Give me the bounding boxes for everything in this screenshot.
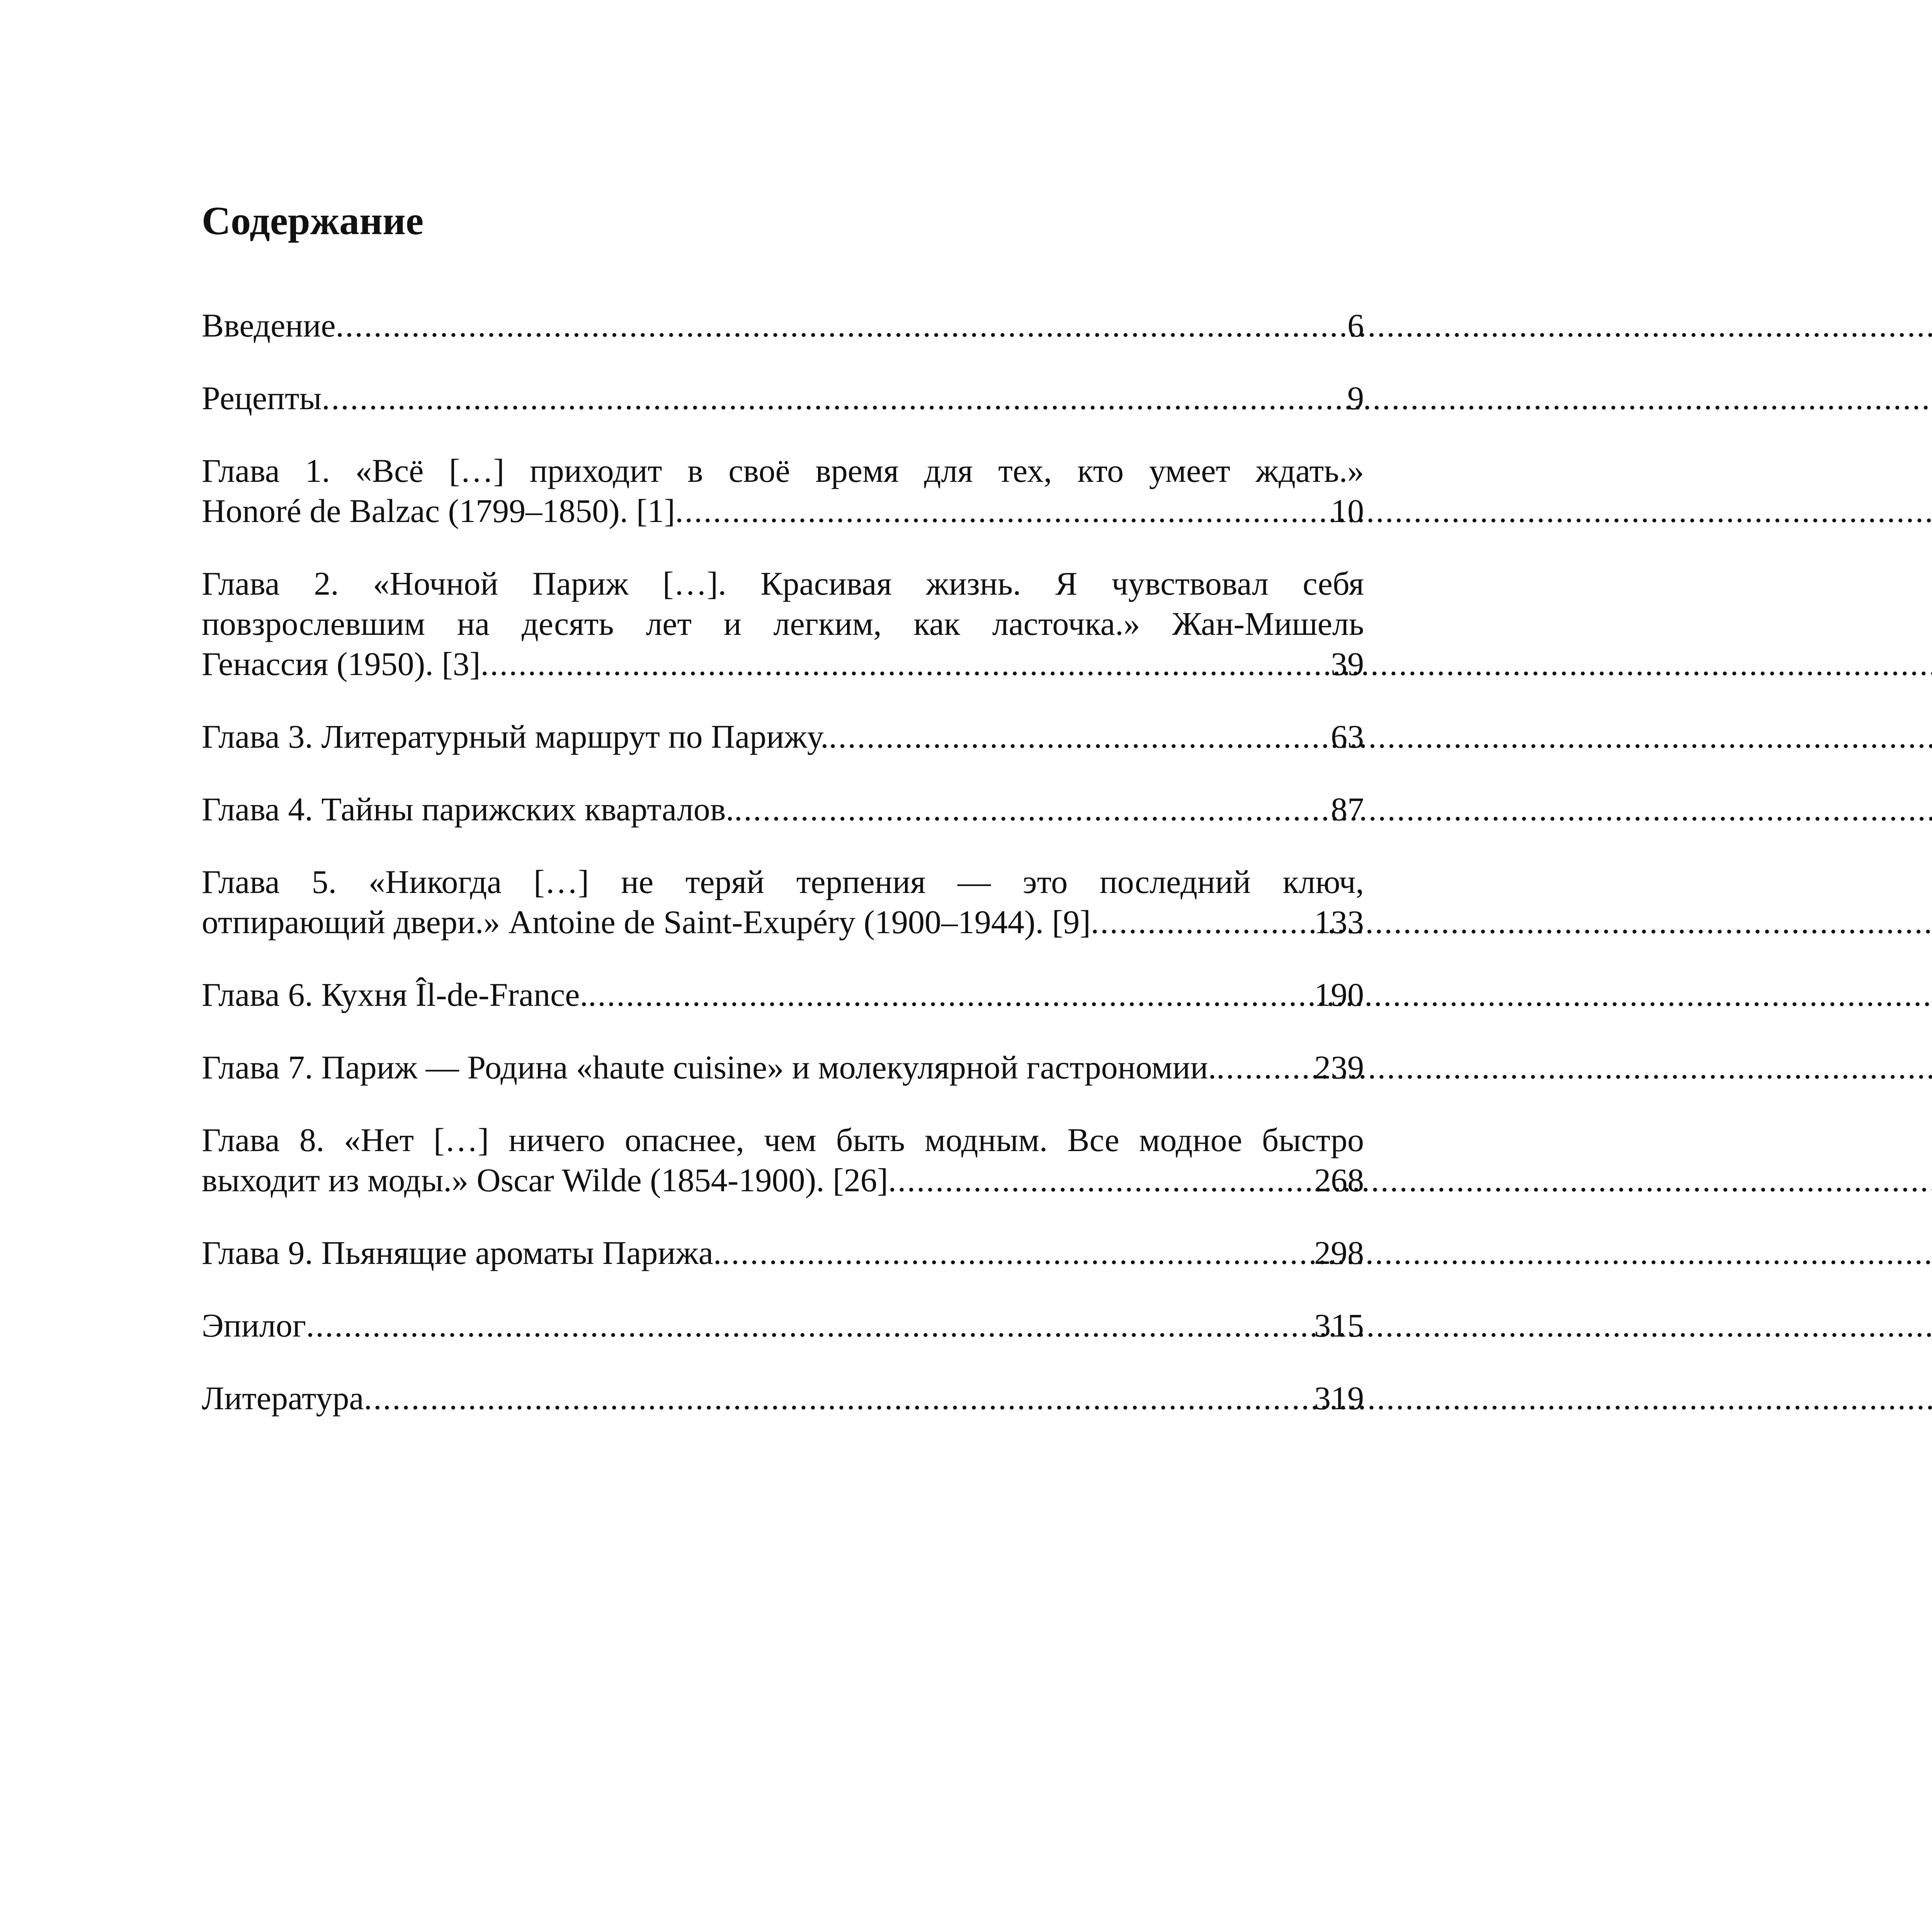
toc-dot-leader — [734, 789, 1329, 829]
toc-entry-title: Литература — [202, 1379, 364, 1417]
toc-entry[interactable] — [202, 1120, 1364, 1200]
toc-entry-title: Глава 3. Литературный маршрут по Парижу. — [202, 718, 829, 755]
toc-entry[interactable] — [202, 789, 1364, 829]
toc-entry-line: Глава 5. «Никогда […] не теряй терпения — это последний ключ, — [202, 863, 1364, 900]
toc-entry-title: отпирающий двери.» Antoine de Saint-Exupéry (1900–1944). [9] — [202, 903, 1091, 940]
toc-entry-row — [202, 491, 1364, 531]
toc-page-number: 268 — [1314, 1162, 1364, 1199]
toc-page-number: 63 — [1331, 718, 1364, 755]
toc-entry-row — [202, 305, 1364, 345]
toc-entry-row — [202, 644, 1364, 684]
toc-page-number: 315 — [1314, 1307, 1364, 1344]
toc-entry-title: Глава 7. Париж — Родина «haute cuisine» и молекулярной гастрономии. — [202, 1049, 1217, 1086]
toc-page-number: 298 — [1314, 1234, 1364, 1271]
toc-entry-row — [202, 1047, 1364, 1087]
toc-entry[interactable] — [202, 451, 1364, 531]
toc-entry-line: Глава 8. «Нет […] ничего опаснее, чем быть модным. Все модное быстро — [202, 1121, 1364, 1158]
toc-dot-leader — [1091, 902, 1313, 942]
toc-dot-leader — [829, 716, 1329, 757]
toc-entry[interactable] — [202, 1305, 1364, 1345]
toc-entry-row — [202, 789, 1364, 829]
toc-entry[interactable] — [202, 1233, 1364, 1273]
toc-title: Содержание — [202, 199, 424, 243]
toc-entry-row — [202, 1378, 1364, 1418]
toc-dot-leader — [306, 1305, 1313, 1345]
toc-dot-leader — [888, 1160, 1313, 1200]
toc-entry-row — [202, 1160, 1364, 1200]
toc-entry-row — [202, 716, 1364, 757]
toc-entry[interactable] — [202, 378, 1364, 418]
toc-entry[interactable] — [202, 975, 1364, 1015]
toc-page-number: 6 — [1347, 307, 1364, 344]
toc-entry[interactable] — [202, 1378, 1364, 1418]
toc-page-number: 39 — [1331, 645, 1364, 682]
toc-entry[interactable] — [202, 305, 1364, 345]
toc-page-number: 9 — [1347, 379, 1364, 417]
toc-page-number: 10 — [1331, 492, 1364, 529]
toc-entry-title: Рецепты — [202, 379, 322, 417]
toc-entry-row — [202, 1233, 1364, 1273]
toc-entry-row — [202, 975, 1364, 1015]
toc-page-number: 190 — [1314, 976, 1364, 1013]
toc-entry-row — [202, 902, 1364, 942]
toc-page-number: 87 — [1331, 791, 1364, 828]
toc-list — [202, 305, 1364, 1451]
toc-page-number: 133 — [1314, 903, 1364, 940]
toc-entry-line: Глава 1. «Всё […] приходит в своё время для тех, кто умеет ждать.» — [202, 452, 1364, 489]
toc-dot-leader — [364, 1378, 1313, 1418]
toc-entry-title: Глава 9. Пьянящие ароматы Парижа. — [202, 1234, 722, 1271]
toc-entry-row — [202, 1305, 1364, 1345]
toc-entry[interactable] — [202, 563, 1364, 684]
toc-dot-leader — [1216, 1047, 1313, 1087]
toc-dot-leader — [588, 975, 1313, 1015]
toc-dot-leader — [481, 644, 1329, 684]
toc-entry-line: повзрослевшим на десять лет и легким, как ласточка.» Жан-Мишель — [202, 605, 1364, 642]
toc-entry-title: Глава 4. Тайны парижских кварталов. — [202, 791, 734, 828]
toc-entry-title: Глава 6. Кухня Îl-de-France. — [202, 976, 588, 1013]
toc-dot-leader — [675, 491, 1329, 531]
toc-entry-title: Генассия (1950). [3] — [202, 645, 481, 682]
toc-entry-row — [202, 378, 1364, 418]
toc-entry[interactable] — [202, 862, 1364, 942]
toc-entry[interactable] — [202, 716, 1364, 757]
toc-page-number: 239 — [1314, 1049, 1364, 1086]
toc-entry-line: Глава 2. «Ночной Париж […]. Красивая жизнь. Я чувствовал себя — [202, 565, 1364, 602]
toc-dot-leader — [721, 1233, 1313, 1273]
toc-entry-title: выходит из моды.» Oscar Wilde (1854-1900). [26] — [202, 1162, 888, 1199]
toc-entry-title: Эпилог — [202, 1307, 306, 1344]
toc-dot-leader — [321, 378, 1346, 418]
toc-dot-leader — [336, 305, 1346, 345]
toc-entry-title: Введение — [202, 307, 336, 344]
toc-entry[interactable] — [202, 1047, 1364, 1087]
toc-entry-title: Honoré de Balzac (1799–1850). [1] — [202, 492, 675, 529]
toc-page-number: 319 — [1314, 1379, 1364, 1417]
